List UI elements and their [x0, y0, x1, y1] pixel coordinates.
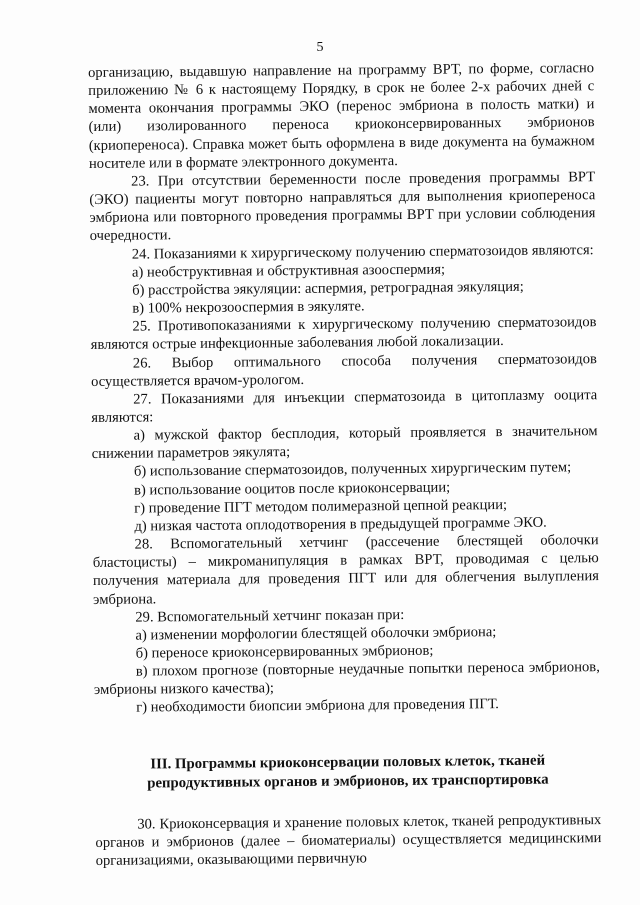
paragraph: 28. Вспомогательный хетчинг (рассечение блестящей оболочки бластоцисты) – микроманипуляция в рамках ВРТ, проводимая с целью получения материала для проведения ПГТ или для облегчения вылупления эмбриона.: [92, 532, 600, 608]
list-item: д) низкая частота оплодотворения в предыдущей программе ЭКО.: [134, 514, 547, 535]
paragraph: организацию, выдавшую направление на программу ВРТ, по форме, согласно приложению № 6 к настоящему Порядку, в срок не более 2-х рабочих дней с момента окончания программы ЭКО (перенос эмбриона в полость матки) и (или) изолированного переноса криоконсервированных эмбрионов (криопереноса). Справка может быть оформлена в виде документа на бумажном носителе или в формате электронного документа.: [88, 60, 595, 172]
list-item: а) мужской фактор бесплодия, который проявляется в значительном снижении параметров эякулята;: [91, 423, 598, 463]
list-item: г) необходимости биопсии эмбриона для проведения ПГТ.: [136, 696, 500, 717]
paragraph: 30. Криоконсервация и хранение половых клеток, тканей репродуктивных органов и эмбрионов (далее – биоматериалы) осуществляется медицинскими организациями, оказывающими первичную: [95, 811, 602, 869]
page-number: 5: [316, 40, 324, 55]
paragraph: 29. Вспомогательный хетчинг показан при:: [135, 606, 405, 626]
section-heading-line: III. Программы криоконсервации половых клеток, тканей: [150, 752, 546, 773]
list-item: а) изменении морфологии блестящей оболочки эмбриона;: [135, 623, 497, 644]
list-item: в) плохом прогнозе (повторные неудачные попытки переноса эмбрионов, эмбрионы низкого качества);: [93, 659, 600, 699]
list-item: г) проведение ПГТ методом полимеразной цепной реакции;: [134, 496, 508, 517]
paragraph: 23. При отсутствии беременности после проведения программы ВРТ (ЭКО) пациенты могут повторно направляться для выполнения криопереноса эмбриона или повторного проведения программы ВРТ при условии соблюдения очередности.: [89, 169, 596, 245]
list-item: б) использование сперматозоидов, полученных хирургическим путем;: [133, 459, 572, 481]
section-spacer: [94, 713, 600, 756]
list-item: в) 100% некрозооспермия в эякуляте.: [132, 298, 365, 317]
list-item: б) переносе криоконсервированных эмбрионов;: [135, 642, 434, 662]
list-item: а) необструктивная и обструктивная азооспермия;: [131, 261, 446, 281]
document-body: [88, 59, 602, 870]
section-heading-line: репродуктивных органов и эмбрионов, их транспортировка: [147, 771, 549, 792]
list-item: б) расстройства эякуляции: аспермия, ретроградная эякуляция;: [132, 278, 524, 299]
paragraph: 27. Показаниями для инъекции сперматозоида в цитоплазму ооцита являются:: [91, 386, 598, 426]
section-heading: [95, 751, 601, 794]
paragraph: 26. Выбор оптимального способа получения сперматозоидов осуществляется врачом-урологом.: [90, 350, 597, 390]
paragraph: 24. Показаниями к хирургическому получению сперматозоидов являются:: [131, 241, 594, 263]
paragraph: 25. Противопоказаниями к хирургическому получению сперматозоидов являются острые инфекционные заболевания любой локализации.: [90, 314, 597, 354]
list-item: в) использование ооцитов после криоконсервации;: [134, 479, 451, 499]
